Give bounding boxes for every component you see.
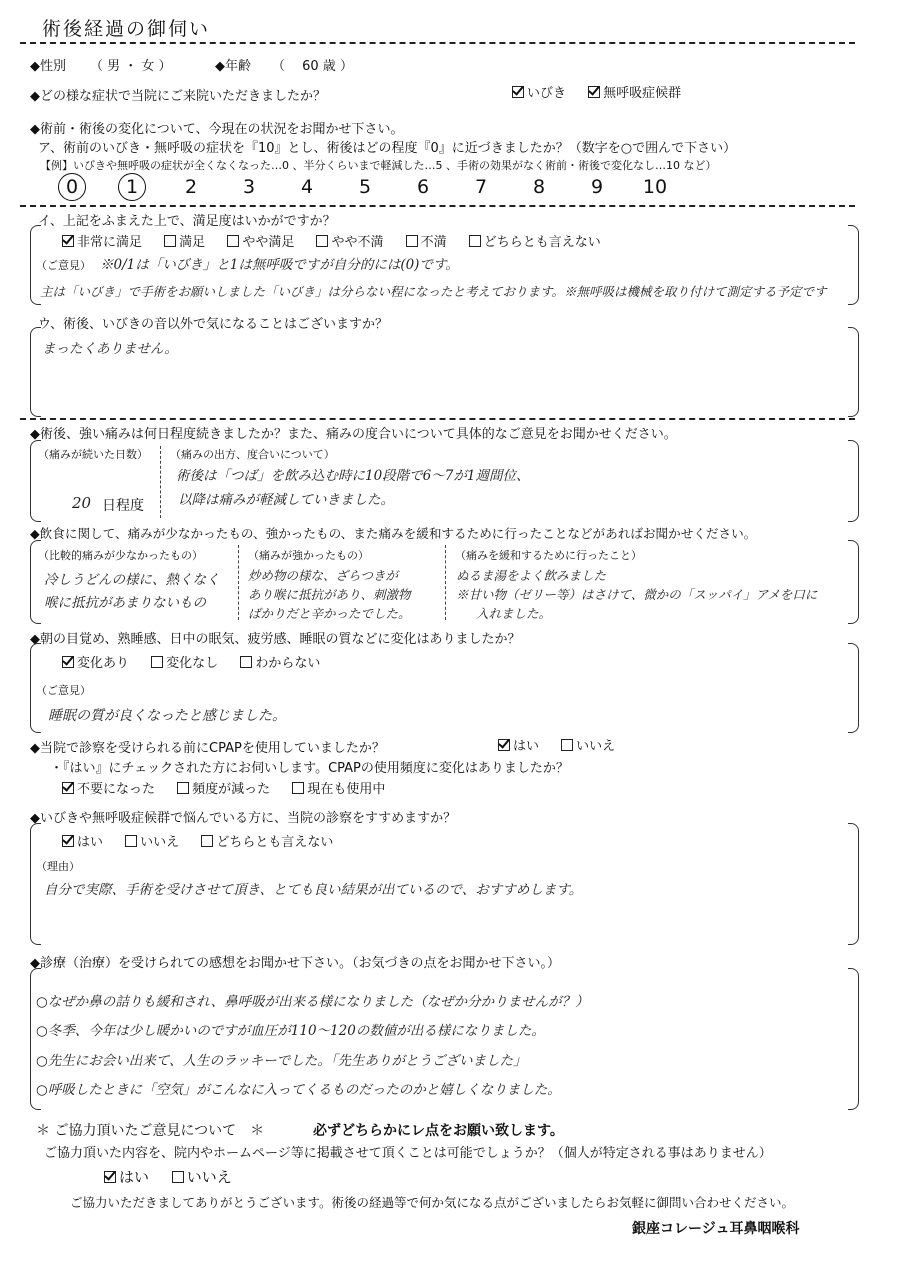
- cpap-frequency-options: [62, 778, 403, 797]
- checkbox-icon: [125, 835, 137, 847]
- recommend-no[interactable]: いいえ: [125, 831, 179, 850]
- checkbox-icon: [62, 782, 74, 794]
- pain-degree-label: （痛みの出方、度合いについて）: [170, 448, 335, 461]
- satisfaction-somewhat-dis[interactable]: やや不満: [316, 231, 383, 250]
- scale-1-circled[interactable]: 1: [118, 173, 146, 201]
- question-i: イ、上記をふまえた上で、満足度はいかがですか？: [38, 214, 336, 229]
- pain-days-value: 20: [72, 494, 92, 512]
- consent-no[interactable]: いいえ: [172, 1166, 232, 1187]
- food-relief-label: （痛みを緩和するために行ったこと）: [455, 549, 642, 562]
- food-relief-line1: ぬるま湯をよく飲みました: [456, 568, 607, 583]
- checkbox-icon: [104, 1171, 116, 1183]
- scale-8[interactable]: 8: [532, 176, 546, 198]
- checkbox-icon: [177, 782, 189, 794]
- morning-question: ◆朝の目覚め、熟睡感、日中の眠気、疲労感、睡眠の質などに変化はありましたか？: [30, 632, 521, 647]
- scale-2[interactable]: 2: [184, 176, 198, 198]
- food-relief-line2: ※甘い物（ゼリー等）はさけて、微かの「スッパイ」アメを口に: [456, 587, 818, 602]
- checkbox-icon: [588, 86, 600, 98]
- scale-0-circled[interactable]: 0: [58, 173, 86, 201]
- impression-line2: ○冬季、今年は少し暖かいのですが血圧が110〜120の数値が出る様になりました。: [36, 1023, 545, 1039]
- title-divider: [20, 42, 855, 44]
- food-strong-line2: あり喉に抵抗があり、刺激物: [248, 587, 411, 602]
- answer-u: まったくありません。: [42, 341, 178, 357]
- scale-9[interactable]: 9: [590, 176, 604, 198]
- checkbox-icon: [62, 235, 74, 247]
- scale-6[interactable]: 6: [416, 176, 430, 198]
- pain-degree-line1: 術後は「つば」を飲み込む時に10段階で6〜7が1週間位、: [176, 468, 530, 484]
- satisfaction-dissatisfied[interactable]: 不満: [406, 231, 447, 250]
- bracket-right: [848, 643, 859, 733]
- checkbox-icon: [561, 739, 573, 751]
- cpap-yes[interactable]: はい: [498, 735, 539, 754]
- recommend-yes[interactable]: はい: [62, 831, 103, 850]
- opinion-i-line2: 主は「いびき」で手術をお願いしました「いびき」は分らない程になったと考えております。※無呼吸は機械を取り付けて測定する予定です: [40, 284, 827, 299]
- satisfaction-satisfied[interactable]: 満足: [164, 231, 205, 250]
- bracket-right: [848, 823, 859, 945]
- scale-example: 【例】いびきや無呼吸の症状が全くなくなった…0 、半分くらいまで軽減した…5 、手術の効果がなく術前・術後で変化なし…10 など）: [40, 159, 717, 172]
- morning-options: [62, 652, 338, 671]
- severity-scale: [42, 173, 684, 201]
- recommend-question: ◆いびきや無呼吸症候群で悩んでいる方に、当院の診察をすすめますか？: [30, 811, 457, 826]
- bracket-right: [848, 440, 859, 522]
- pain-days-label: （痛みが続いた日数）: [38, 448, 148, 461]
- pain-days-unit: 日程度: [102, 498, 144, 514]
- sex-label: ◆性別: [30, 59, 66, 74]
- pain-question: ◆術後、強い痛みは何日程度続きましたか？また、痛みの度合いについて具体的なご意見をお聞かせください。: [30, 427, 677, 442]
- symptom-apnea[interactable]: 無呼吸症候群: [588, 82, 681, 101]
- checkbox-icon: [240, 656, 252, 668]
- impression-question: ◆診療（治療）を受けられての感想をお聞かせ下さい。（お気づきの点をお聞かせ下さい。）: [30, 956, 560, 971]
- checkbox-icon: [498, 739, 510, 751]
- change-question: ◆術前・術後の変化について、今現在の状況をお聞かせ下さい。: [30, 122, 404, 137]
- scale-7[interactable]: 7: [474, 176, 488, 198]
- food-less-line2: 喉に抵抗があまりないもの: [44, 595, 206, 611]
- bracket-right: [848, 540, 859, 624]
- question-u: ウ、術後、いびきの音以外で気になることはございますか？: [38, 317, 388, 332]
- satisfaction-very[interactable]: 非常に満足: [62, 231, 142, 250]
- checkbox-icon: [469, 235, 481, 247]
- page-title: 術後経過の御伺い: [42, 18, 211, 40]
- consent-question: ご協力頂いた内容を、院内やホームページ等に掲載させて頂くことは可能でしょうか？（個人が特定される事はありません）: [44, 1146, 772, 1161]
- clinic-name: 銀座コレージュ耳鼻咽喉科: [632, 1221, 800, 1237]
- age-label: ◆年齢: [215, 59, 251, 74]
- checkbox-icon: [62, 656, 74, 668]
- cpap-still-using[interactable]: 現在も使用中: [292, 778, 385, 797]
- bracket-right: [848, 968, 859, 1110]
- bracket-right: [848, 225, 859, 305]
- reason-text: 自分で実際、手術を受けさせて頂き、とても良い結果が出ているので、おすすめします。: [44, 882, 583, 898]
- opinion-label: （ご意見）: [36, 684, 91, 697]
- age-value: （ 60 歳 ）: [272, 59, 353, 74]
- checkbox-icon: [406, 235, 418, 247]
- recommend-options: [62, 831, 351, 850]
- scale-10[interactable]: 10: [642, 176, 668, 198]
- consent-instruction: 必ずどちらかにレ点をお願い致します。: [313, 1123, 564, 1139]
- thanks-message: ご協力いただきましてありがとうございます。術後の経過等で何か気になる点がございましたらお気軽に御問い合わせください。: [70, 1195, 795, 1210]
- checkbox-icon: [316, 235, 328, 247]
- morning-nochange[interactable]: 変化なし: [151, 652, 218, 671]
- cpap-no[interactable]: いいえ: [561, 735, 615, 754]
- reason-label: （理由）: [36, 860, 80, 873]
- checkbox-icon: [62, 835, 74, 847]
- impression-line1: ○なぜか鼻の詰りも緩和され、鼻呼吸が出来る様になりました（なぜか分かりませんが？）: [36, 994, 589, 1010]
- impression-line4: ○呼吸したときに「空気」がこんなに入ってくるものだったのかと嬉しくなりました。: [36, 1082, 561, 1098]
- food-strong-line1: 炒め物の様な、ざらつきが: [248, 568, 398, 583]
- checkbox-icon: [512, 86, 524, 98]
- sex-value: （ 男 ・ 女 ）: [90, 59, 172, 74]
- cpap-question: ◆当院で診察を受けられる前にCPAPを使用していましたか？: [30, 741, 385, 756]
- section-divider: [20, 205, 855, 207]
- symptom-snoring[interactable]: いびき: [512, 82, 566, 101]
- food-relief-line3: 入れました。: [476, 606, 552, 621]
- bracket-left: [30, 327, 41, 417]
- food-strong-line3: ばかりだと辛かったでした。: [248, 606, 411, 621]
- cpap-options: [498, 735, 633, 754]
- scale-5[interactable]: 5: [358, 176, 372, 198]
- symptom-options: [512, 82, 699, 101]
- symptom-question: ◆どの様な症状で当院にご来院いただきましたか？: [30, 89, 326, 104]
- opinion-label: （ご意見）: [36, 259, 91, 272]
- satisfaction-neither[interactable]: どちらとも言えない: [469, 231, 601, 250]
- column-separator: [445, 545, 446, 620]
- checkbox-icon: [227, 235, 239, 247]
- food-less-label: （比較的痛みが少なかったもの）: [38, 549, 203, 562]
- checkbox-icon: [292, 782, 304, 794]
- scale-4[interactable]: 4: [300, 176, 314, 198]
- scale-3[interactable]: 3: [242, 176, 256, 198]
- satisfaction-options: [62, 231, 619, 250]
- bracket-right: [848, 327, 859, 417]
- food-question: ◆飲食に関して、痛みが少なかったもの、強かったもの、また痛みを緩和するために行ったことなどがあればお聞かせください。: [30, 526, 757, 541]
- food-less-line1: 冷しうどんの様に、熱くなく: [44, 572, 220, 588]
- cpap-followup-question: ・『はい』にチェックされた方にお伺いします。CPAPの使用頻度に変化はありましたか？: [50, 761, 569, 776]
- column-separator: [160, 446, 161, 518]
- checkbox-icon: [201, 835, 213, 847]
- opinion-i-line1: ※0/1は「いびき」と1は無呼吸ですが自分的には(0)です。: [100, 257, 459, 273]
- recommend-neither[interactable]: どちらとも言えない: [201, 831, 333, 850]
- morning-changed[interactable]: 変化あり: [62, 652, 129, 671]
- checkbox-icon: [164, 235, 176, 247]
- section-divider: [20, 418, 855, 420]
- checkbox-icon: [151, 656, 163, 668]
- consent-options: [104, 1166, 250, 1187]
- consent-yes[interactable]: はい: [104, 1166, 149, 1187]
- morning-opinion: 睡眠の質が良くなったと感じました。: [48, 708, 286, 724]
- column-separator: [238, 545, 239, 620]
- pain-degree-line2: 以降は痛みが軽減していきました。: [178, 492, 394, 508]
- morning-unknown[interactable]: わからない: [240, 652, 320, 671]
- food-strong-label: （痛みが強かったもの）: [248, 549, 369, 562]
- consent-heading: ＊ ご協力頂いたご意見について ＊: [36, 1123, 265, 1139]
- cpap-not-needed[interactable]: 不要になった: [62, 778, 155, 797]
- checkbox-icon: [172, 1171, 184, 1183]
- satisfaction-somewhat[interactable]: やや満足: [227, 231, 294, 250]
- question-a: ア、術前のいびき・無呼吸の症状を『10』とし、術後はどの程度『0』に近づきましたか？（数字を○で囲んで下さい）: [38, 141, 737, 156]
- impression-line3: ○先生にお会い出来て、人生のラッキーでした。「先生ありがとうございました」: [36, 1053, 527, 1069]
- cpap-reduced[interactable]: 頻度が減った: [177, 778, 270, 797]
- bracket-left: [30, 823, 41, 945]
